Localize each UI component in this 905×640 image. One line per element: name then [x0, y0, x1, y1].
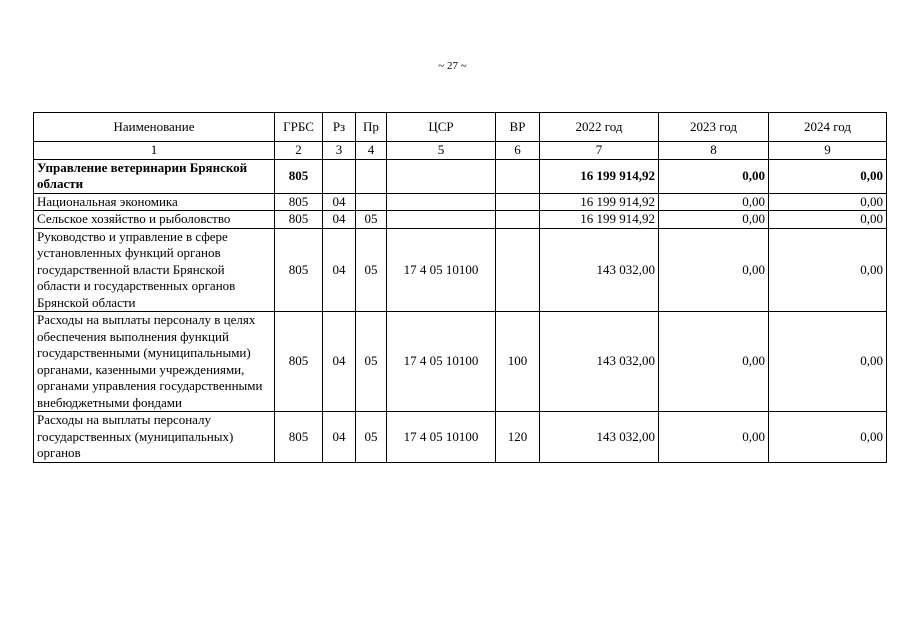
row-rz: 04 — [323, 412, 356, 463]
row-2024: 0,00 — [769, 159, 887, 193]
row-2023: 0,00 — [659, 412, 769, 463]
row-csr — [387, 211, 496, 229]
table-row — [34, 412, 887, 463]
index-cell: 4 — [356, 142, 387, 160]
table-row — [34, 159, 887, 193]
header-2022: 2022 год — [540, 113, 659, 142]
row-2022: 16 199 914,92 — [540, 193, 659, 211]
row-pr — [356, 193, 387, 211]
row-grbs: 805 — [275, 211, 323, 229]
row-rz: 04 — [323, 228, 356, 312]
row-2023: 0,00 — [659, 193, 769, 211]
row-vr — [496, 228, 540, 312]
row-pr: 05 — [356, 211, 387, 229]
row-2023: 0,00 — [659, 211, 769, 229]
row-csr: 17 4 05 10100 — [387, 228, 496, 312]
row-2024: 0,00 — [769, 312, 887, 412]
header-vr: ВР — [496, 113, 540, 142]
row-pr: 05 — [356, 312, 387, 412]
row-grbs: 805 — [275, 412, 323, 463]
index-cell: 3 — [323, 142, 356, 160]
row-rz: 04 — [323, 193, 356, 211]
row-pr: 05 — [356, 412, 387, 463]
row-csr: 17 4 05 10100 — [387, 312, 496, 412]
row-name: Сельское хозяйство и рыболовство — [34, 211, 275, 229]
index-cell: 2 — [275, 142, 323, 160]
row-2024: 0,00 — [769, 228, 887, 312]
row-2024: 0,00 — [769, 211, 887, 229]
table-row — [34, 228, 887, 312]
row-2023: 0,00 — [659, 159, 769, 193]
row-grbs: 805 — [275, 228, 323, 312]
header-csr: ЦСР — [387, 113, 496, 142]
header-2024: 2024 год — [769, 113, 887, 142]
row-csr: 17 4 05 10100 — [387, 412, 496, 463]
row-pr: 05 — [356, 228, 387, 312]
header-grbs: ГРБС — [275, 113, 323, 142]
row-2022: 16 199 914,92 — [540, 159, 659, 193]
row-grbs: 805 — [275, 193, 323, 211]
row-name: Руководство и управление в сфере установленных функций органов государственной власти Брянской области и государственных органов Брянской области — [34, 228, 275, 312]
header-row — [34, 113, 887, 142]
index-cell: 1 — [34, 142, 275, 160]
row-name: Расходы на выплаты персоналу государственных (муниципальных) органов — [34, 412, 275, 463]
row-vr: 100 — [496, 312, 540, 412]
row-csr — [387, 193, 496, 211]
table-row — [34, 193, 887, 211]
row-rz: 04 — [323, 312, 356, 412]
row-rz: 04 — [323, 211, 356, 229]
header-rz: Рз — [323, 113, 356, 142]
header-name: Наименование — [34, 113, 275, 142]
table-row — [34, 312, 887, 412]
row-vr — [496, 193, 540, 211]
row-name: Управление ветеринарии Брянской области — [34, 159, 275, 193]
row-2022: 16 199 914,92 — [540, 211, 659, 229]
index-cell: 7 — [540, 142, 659, 160]
row-name: Расходы на выплаты персоналу в целях обеспечения выполнения функций государственными (муниципальными) органами, казенными учреждениями, органами управления государственными внебюджетными фондами — [34, 312, 275, 412]
row-grbs: 805 — [275, 159, 323, 193]
row-csr — [387, 159, 496, 193]
row-name: Национальная экономика — [34, 193, 275, 211]
header-pr: Пр — [356, 113, 387, 142]
budget-table — [33, 112, 887, 463]
row-2024: 0,00 — [769, 412, 887, 463]
table-row — [34, 211, 887, 229]
row-vr — [496, 211, 540, 229]
row-grbs: 805 — [275, 312, 323, 412]
row-vr: 120 — [496, 412, 540, 463]
index-cell: 5 — [387, 142, 496, 160]
row-2022: 143 032,00 — [540, 228, 659, 312]
row-vr — [496, 159, 540, 193]
header-2023: 2023 год — [659, 113, 769, 142]
row-rz — [323, 159, 356, 193]
row-2022: 143 032,00 — [540, 412, 659, 463]
index-row — [34, 142, 887, 160]
row-2023: 0,00 — [659, 312, 769, 412]
page-number: ~ 27 ~ — [438, 60, 467, 72]
index-cell: 9 — [769, 142, 887, 160]
row-2024: 0,00 — [769, 193, 887, 211]
row-pr — [356, 159, 387, 193]
row-2023: 0,00 — [659, 228, 769, 312]
index-cell: 8 — [659, 142, 769, 160]
row-2022: 143 032,00 — [540, 312, 659, 412]
index-cell: 6 — [496, 142, 540, 160]
